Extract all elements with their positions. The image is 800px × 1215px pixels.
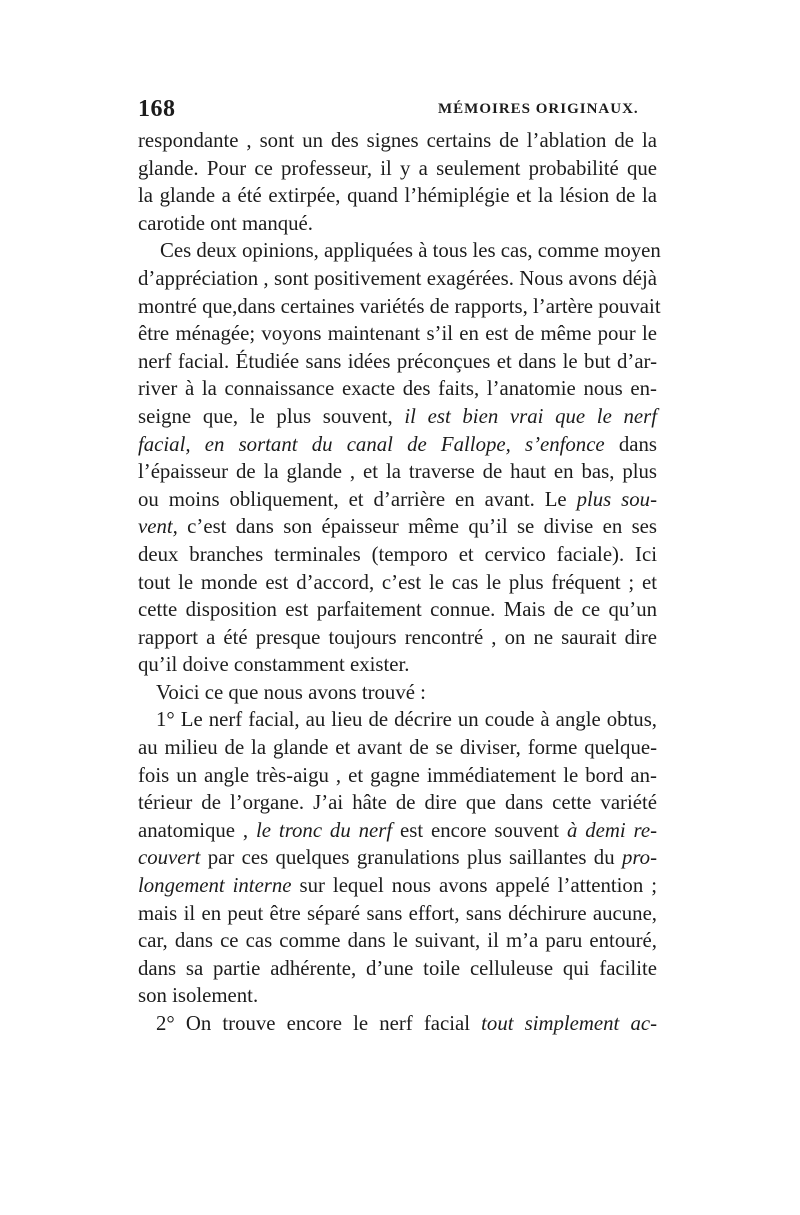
italic-segment: tout simplement ac- bbox=[481, 1012, 657, 1035]
text-line: son isolement. bbox=[138, 984, 259, 1008]
text-line: l’épaisseur de la glande , et la traverse de haut en bas, plus bbox=[138, 460, 657, 484]
text-segment: ou moins obliquement, et d’arrière en avant. Le bbox=[138, 487, 577, 511]
italic-segment: couvert bbox=[138, 846, 201, 870]
italic-segment: facial, en sortant du canal de Fallope, s’enfonce bbox=[138, 432, 605, 456]
text-line: au milieu de la glande et avant de se diviser, forme quelque- bbox=[138, 736, 657, 760]
text-line: respondante , sont un des signes certains de l’ablation de la bbox=[138, 129, 657, 152]
text-line: d’appréciation , sont positivement exagérées. Nous avons déjà bbox=[138, 266, 657, 290]
text-line bbox=[138, 872, 657, 900]
text-line: être ménagée; voyons maintenant s’il en est de même pour le bbox=[138, 322, 657, 346]
text-line: deux branches terminales (temporo et cervico faciale). Ici bbox=[138, 542, 657, 566]
text-line: car, dans ce cas comme dans le suivant, il m’a paru entouré, bbox=[138, 929, 657, 953]
text-segment: 2° On trouve encore le nerf facial bbox=[156, 1012, 482, 1035]
text-line bbox=[138, 513, 657, 541]
running-head: MÉMOIRES ORIGINAUX. bbox=[438, 101, 639, 117]
text-line: carotide ont manqué. bbox=[138, 211, 313, 235]
text-line: qu’il doive constamment exister. bbox=[138, 653, 410, 677]
text-line: mais il en peut être séparé sans effort, sans déchirure aucune, bbox=[138, 901, 657, 925]
text-line: tout le monde est d’accord, c’est le cas le plus fréquent ; et bbox=[138, 570, 657, 594]
italic-segment: il est bien vrai que le nerf bbox=[404, 404, 657, 428]
text-line: fois un angle très-aigu , et gagne immédiatement le bord an- bbox=[138, 763, 657, 787]
text-segment: anatomique , bbox=[138, 818, 257, 842]
page-number: 168 bbox=[138, 96, 176, 122]
text-line: 1° Le nerf facial, au lieu de décrire un coude à angle obtus, bbox=[156, 708, 657, 732]
text-line bbox=[138, 431, 657, 459]
text-line: Ces deux opinions, appliquées à tous les cas, comme moyen bbox=[160, 239, 661, 263]
text-line bbox=[138, 486, 657, 514]
text-segment: sur lequel nous avons appelé l’attention ; bbox=[291, 874, 657, 898]
text-line: Voici ce que nous avons trouvé : bbox=[156, 680, 426, 704]
text-segment: c’est dans son épaisseur même qu’il se divise en ses bbox=[177, 515, 657, 539]
text-line: glande. Pour ce professeur, il y a seulement probabilité que bbox=[138, 156, 657, 180]
text-line bbox=[138, 844, 657, 872]
italic-segment: longement interne bbox=[138, 874, 292, 898]
italic-segment: vent, bbox=[138, 515, 178, 539]
italic-segment: plus sou- bbox=[576, 487, 658, 511]
text-line: térieur de l’organe. J’ai hâte de dire que dans cette variété bbox=[138, 791, 657, 815]
italic-segment: à demi re- bbox=[566, 818, 658, 842]
text-line: cette disposition est parfaitement connue. Mais de ce qu’un bbox=[138, 598, 657, 622]
body-text bbox=[138, 127, 661, 1038]
italic-segment: le tronc du nerf bbox=[256, 818, 393, 842]
text-line: river à la connaissance exacte des faits, l’anatomie nous en- bbox=[138, 377, 657, 401]
text-line: la glande a été extirpée, quand l’hémiplégie et la lésion de la bbox=[138, 184, 657, 208]
page-header bbox=[138, 96, 658, 126]
text-segment: seigne que, le plus souvent, bbox=[138, 404, 405, 428]
text-line: rapport a été presque toujours rencontré , on ne saurait dire bbox=[138, 625, 657, 649]
text-segment: est encore souvent bbox=[392, 818, 567, 842]
text-line bbox=[138, 403, 657, 431]
text-line bbox=[138, 817, 657, 845]
text-line bbox=[138, 1010, 657, 1038]
text-segment: par ces quelques granulations plus saillantes du bbox=[200, 846, 622, 870]
text-line: montré que,dans certaines variétés de rapports, l’artère pouvait bbox=[138, 294, 661, 318]
text-segment: dans bbox=[604, 432, 657, 456]
text-line: dans sa partie adhérente, d’une toile celluleuse qui facilite bbox=[138, 956, 657, 980]
italic-segment: pro- bbox=[621, 846, 657, 870]
text-line: nerf facial. Étudiée sans idées préconçues et dans le but d’ar- bbox=[138, 349, 657, 373]
